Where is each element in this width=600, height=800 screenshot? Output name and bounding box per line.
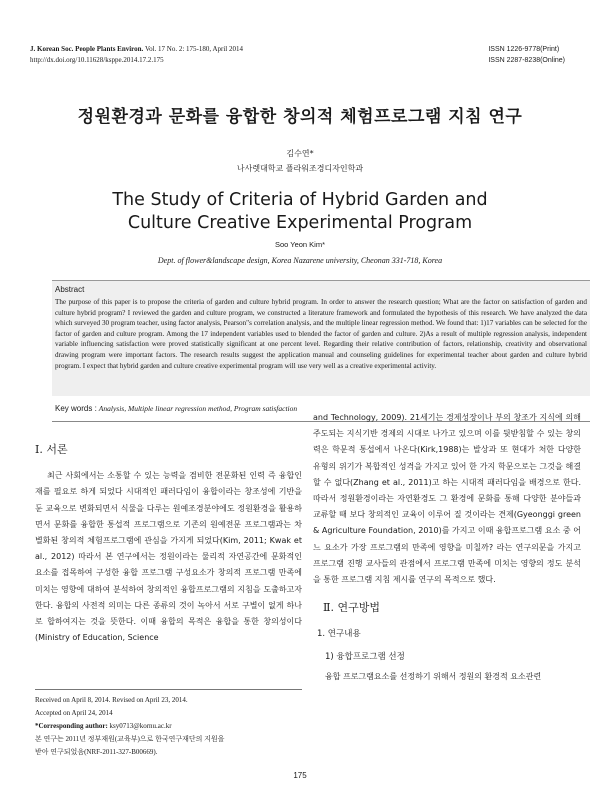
corresponding-label: *Corresponding author: [35,722,108,730]
english-title [0,189,600,235]
funding-line-2: 받아 연구되었음(NRF-2011-327-B00669). [35,748,158,756]
english-author: Soo Yeon Kim* [274,240,326,249]
section-2-paragraph: 융합 프로그램요소를 선정하기 위해서 정원의 환경적 요소관련 [325,671,542,681]
issn-online: ISSN 2287-8238(Online) [488,57,565,64]
abstract-box [52,280,590,396]
journal-header [30,44,243,66]
english-title-line-2: Culture Creative Experimental Program [127,213,473,233]
subsection-1-heading: 1. 연구내용 [317,629,361,640]
keywords-label: Key words : [55,404,97,413]
english-affiliation: Dept. of flower&landscape design, Korea Nazarene university, Cheonan 331-718, Korea [157,256,443,265]
keywords-value: Analysis, Multiple linear regression method, Program satisfaction [98,404,298,413]
left-column [35,442,302,646]
korean-author: 김수연* [286,149,314,158]
section-1-heading: Ⅰ. 서론 [35,443,68,456]
doi-link[interactable]: http://dx.doi.org/10.11628/ksppe.2014.17.2.175 [30,56,164,64]
corresponding-email[interactable]: ksy0713@kornu.ac.kr [107,722,172,730]
right-column [313,410,581,685]
section-2-heading: Ⅱ. 연구방법 [323,601,380,615]
keywords [55,404,297,413]
journal-name: J. Korean Soc. People Plants Environ. [30,45,144,53]
subsection-1-1-heading: 1) 융합프로그램 선정 [325,651,405,662]
korean-title: 정원환경과 문화를 융합한 창의적 체험프로그램 지침 연구 [77,107,523,127]
issn-print: ISSN 1226-9778(Print) [488,46,560,53]
abstract-text: The purpose of this paper is to propose the criteria of garden and culture hybrid program. In order to answer the research question; What are the factor on satisfaction of garden and culture hybrid program? I reviewed the garden and culture program, we constructed a literature framework and formulated the hypothesis of this research. We have analyzed the data which surveyed 30 program teacher, using factor analysis, Pearson"s correlation analysis, and the multiple linear regression method. We found that: 1)17 variables can be selected for the factor of garden and culture program. Among the 17 independent variables used to blended the factor of garden and culture. 2)As a result of multiple regression analysis, independent variable influencing satisfaction were proved statistically significant at one percent level. Regarding their relative contribution of factors, relationship, creativity and observational drawing program were important factors. The research results suggest the application manual and counseling guidelines for experimental teacher about garden and culture hybrid program. I expect that hybrid garden and culture creative experimental program will use very well as a creative experimental activity. [55,298,587,370]
page-number: 175 [293,771,307,780]
korean-affiliation: 나사렛대학교 플라워조경디자인학과 [236,164,364,173]
section-1-continued: and Technology, 2009). 21세기는 경제성장이나 부의 창조가 지식에 의해 주도되는 지식기반 경제의 시대로 나가고 있으며 이를 뒷받침할 수 있는 창의력은 학문적 통섭에서 나온다(Kirk,1988)는 발상과 또 현대가 처한 다양한 유형의 위기가 복합적인 성격을 가지고 있어 한 가지 학문으로는 그것을 해결할 수 없다(Zhang et al., 2011)고 하는 시대적 패러다임을 배경으로 한다. 따라서 정원환경이라는 자연환경도 그 환경에 문화를 통해 다양한 분야들과 교류할 때 보다 창의적인 교육이 이루어 질 것이라는 견제(Gyeonggi green & Agriculture Foundation, 2010)를 가지고 이때 융합프로그램 요소 중 어느 요소가 가장 프로그램의 만족에 영향을 미칠까? 라는 연구의문을 가지고 프로그램 진행 교사들의 관점에서 프로그램 만족에 미치는 영향의 정도 분석을 통한 프로그램 지침 제시를 연구의 목적으로 했다. [313,413,581,585]
received-date: Received on April 8, 2014. Revised on April 23, 2014. [35,696,188,704]
abstract-heading: Abstract [55,285,85,294]
issn-block [488,44,565,66]
section-1-paragraph: 최근 사회에서는 소통할 수 있는 능력을 겸비한 전문화된 인력 즉 융합인재를 필요로 하게 되었다 시대적인 패러다임이 융합이라는 창조성에 기반을 둔 교육으로 변화되면서 식물을 다루는 원예조경분야에도 정원환경을 활용하면서 문화를 융합한 통섭적 프로그램으로 기존의 원예전문 프로그램과는 차별화된 창의적 체험프로그램에 관심을 가지게 되었다(Kim, 2011; Kwak et al., 2012) 따라서 본 연구에서는 정원이라는 물리적 자연공간에 문화적인 요소를 접목하여 구성한 융합 프로그램 구성요소가 창의적 프로그램 만족에 미치는 영향에 대하여 분석하여 창의적인 융합프로그램의 지침을 도출하고자 한다. 융합의 사전적 의미는 다른 종류의 것이 녹아서 서로 구별이 없게 하나로 합하여지는 것을 뜻한다. 이때 융합의 목적은 융합을 통한 창의성이다(Ministry of Education, Science [35,471,302,643]
english-title-line-1: The Study of Criteria of Hybrid Garden and [112,190,488,210]
journal-issue: Vol. 17 No. 2: 175-180, April 2014 [144,45,244,53]
footnotes [35,694,302,759]
footnote-divider [35,689,302,690]
accepted-date: Accepted on April 24, 2014 [35,709,113,717]
funding-line-1: 본 연구는 2011년 정부재원(교육부)으로 한국연구재단의 지원을 [35,735,225,743]
corresponding-author [35,720,302,733]
